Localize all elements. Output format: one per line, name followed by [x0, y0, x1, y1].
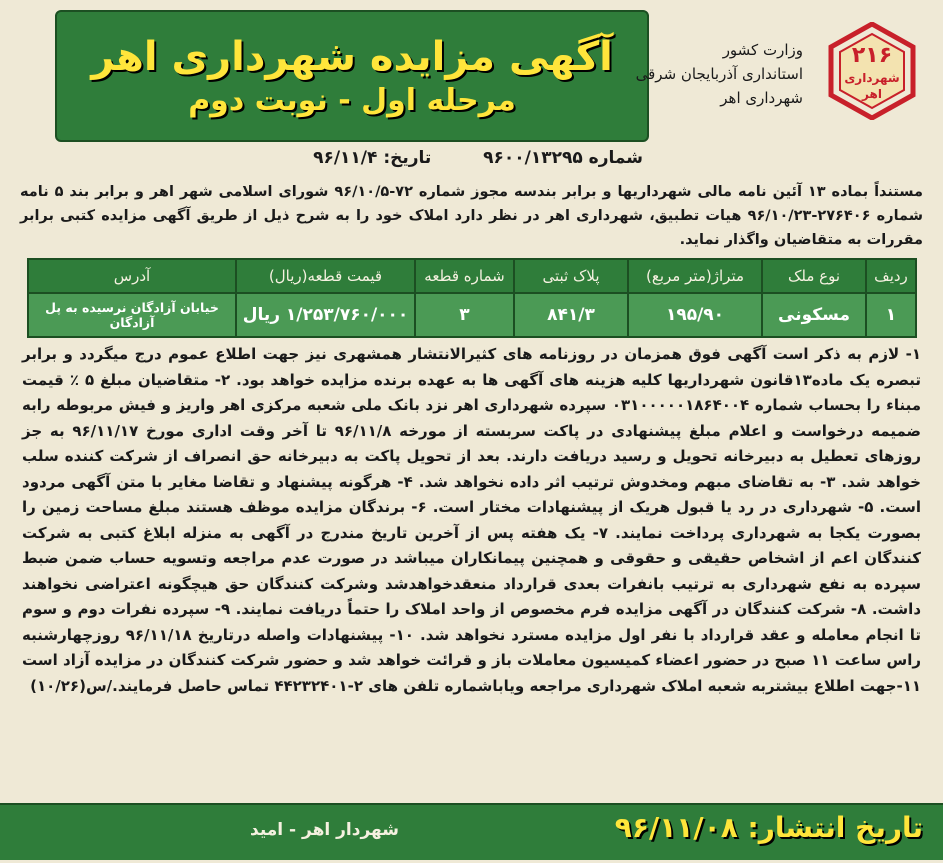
col-property-type: نوع ملک: [762, 259, 866, 293]
municipality-line: شهرداری اهر: [720, 89, 803, 107]
clause-2: ۲- متقاضیان مبلغ ۵ ٪ قیمت مبناء را بحساب شماره ۰۳۱۰۰۰۰۰۱۸۶۴۰۰۴ سپرده شهرداری اهر نزد بانک ملی شعبه مرکزی اهر واریز و فیش مربوطه رابه ضمیمه درخواست و اعلام مبلغ پیشنهادی در پاکت سربسته از مورخه ۹۶/۱۱/۸ تا آخر وقت اداری مورخ ۹۶/۱۱/۱۷ به جز روزهای تعطیل به دبیرخانه تحویل و رسید دریافت دارند. بعد از تحویل پاکت به دبیرخانه حق انصراف از شرکت کننده سلب خواهد شد.: [22, 370, 921, 491]
property-table: [27, 258, 917, 338]
ad-title: آگهی مزایده شهرداری اهر: [91, 33, 613, 80]
clause-6: ۶- برندگان مزایده موظف هستند مبلغ مساحت زمین را بصورت یکجا به شهرداری پرداخت نمایند.: [22, 498, 921, 542]
reference-line: [313, 148, 643, 168]
cell-address: خیابان آزادگان نرسیده به پل آزادگان: [28, 293, 236, 337]
conditions-text: [22, 342, 921, 699]
intro-paragraph: مستنداً بماده ۱۳ آئین نامه مالی شهرداریها و برابر بندسه مجوز شماره ۷۲-۹۶/۱۰/۵ شورای اسلامی شهر اهر و برابر بند ۵ نامه شماره ۲۷۶۴۰۶-۹۶/۱۰/۲۳ هیات تطبیق، شهرداری اهر در نظر دارد املاک خود را به شرح ذیل از طریق آگهی مزایده کتبی برابر مقررات به متقاضیان واگذار نماید.: [20, 184, 923, 248]
clause-1: ۱- لازم به ذکر است آگهی فوق همزمان در روزنامه های کثیرالانتشار همشهری نیز جهت اطلاع عموم درج میگردد و برابر تبصره یک ماده۱۳قانون شهرداریها کلیه هزینه های آگهی ها به عهده برنده مزایده خواهد بود.: [22, 345, 921, 389]
ad-subtitle: مرحله اول - نوبت دوم: [188, 82, 516, 118]
clause-11: ۱۱-جهت اطلاع بیشتربه شعبه املاک شهرداری مراجعه ویاباشماره تلفن های ۲-۴۴۲۳۲۴۰۱ تماس حاصل فرمایند./س(۱۰/۲۶): [30, 676, 921, 695]
clause-7: ۷- یک هفته پس از آخرین تاریخ مندرج در آگهی به منزله ابلاغ کتبی به شرکت کنندگان اعم از اشخاص حقیقی و حقوقی و همچنین پیمانکاران میباشد در صورت عدم مراجعه وتسویه حساب ضمن ضبط سپرده به نفع شهرداری به ترتیب بانفرات بعدی قرارداد منعقدخواهدشد وشرکت کنندگان حق هیچگونه اعتراضی نخواهند داشت.: [22, 523, 922, 618]
reference-date-label: تاریخ:: [383, 148, 432, 168]
clause-4: ۴- هرگونه پیشنهاد و تقاضا مغایر با متن آگهی مردود است.: [22, 472, 921, 516]
col-price: قیمت قطعه(ریال): [236, 259, 415, 293]
reference-date: ۹۶/۱۱/۴: [313, 148, 378, 168]
cell-registration-plate: ۸۴۱/۳: [514, 293, 628, 337]
cell-row-number: ۱: [866, 293, 916, 337]
col-registration-plate: پلاک ثبتی: [514, 259, 628, 293]
mayor-signature: شهردار اهر - امید: [250, 820, 399, 840]
svg-text:اهر: اهر: [862, 87, 882, 101]
col-plot-number: شماره قطعه: [415, 259, 514, 293]
table-row: [28, 293, 916, 337]
clause-5: ۵- شهرداری در رد یا قبول هریک از پیشنهادات مختار است.: [432, 498, 874, 516]
svg-text:شهرداری: شهرداری: [844, 71, 900, 85]
col-area: متراژ(متر مربع): [628, 259, 762, 293]
footer-bar: [0, 803, 943, 860]
reference-number-label: شماره: [588, 148, 643, 168]
clause-3: ۳- به تقاضای مبهم ومخدوش ترتیب اثر داده نخواهد شد.: [418, 472, 836, 491]
issuer-block: [636, 38, 803, 110]
table-header-row: [28, 259, 916, 293]
cell-area: ۱۹۵/۹۰: [628, 293, 762, 337]
col-address: آدرس: [28, 259, 236, 293]
cell-plot-number: ۳: [415, 293, 514, 337]
title-banner: [55, 10, 649, 142]
clause-9: ۹- سپرده نفرات دوم و سوم تا انجام معامله و عقد قرارداد با نفر اول مزایده مسترد نخواهد شد.: [22, 600, 922, 644]
col-row-number: ردیف: [866, 259, 916, 293]
clause-8: ۸- شرکت کنندگان در آگهی مزایده فرم مخصوص از واحد املاک را حتماً دریافت نمایند.: [235, 600, 867, 618]
publish-date: تاریخ انتشار: ۹۶/۱۱/۰۸: [614, 811, 923, 844]
cell-price: ۱/۲۵۳/۷۶۰/۰۰۰ ریال: [236, 293, 415, 337]
cell-property-type: مسکونی: [762, 293, 866, 337]
svg-text:۲۱۶: ۲۱۶: [851, 43, 893, 68]
reference-number: ۹۶۰۰/۱۳۲۹۵: [483, 148, 583, 168]
ministry-line: وزارت کشور: [722, 41, 803, 59]
clause-10: ۱۰- پیشنهادات واصله درتاریخ ۹۶/۱۱/۱۸ روزچهارشنبه راس ساعت ۱۱ صبح در حضور اعضاء کمیسیون معاملات باز و قرائت خواهد شد و حضور شرکت کنندگان در مزایده آزاد است: [22, 625, 921, 669]
municipality-logo-icon: [823, 22, 921, 120]
province-line: استانداری آذربایجان شرقی: [635, 65, 803, 83]
